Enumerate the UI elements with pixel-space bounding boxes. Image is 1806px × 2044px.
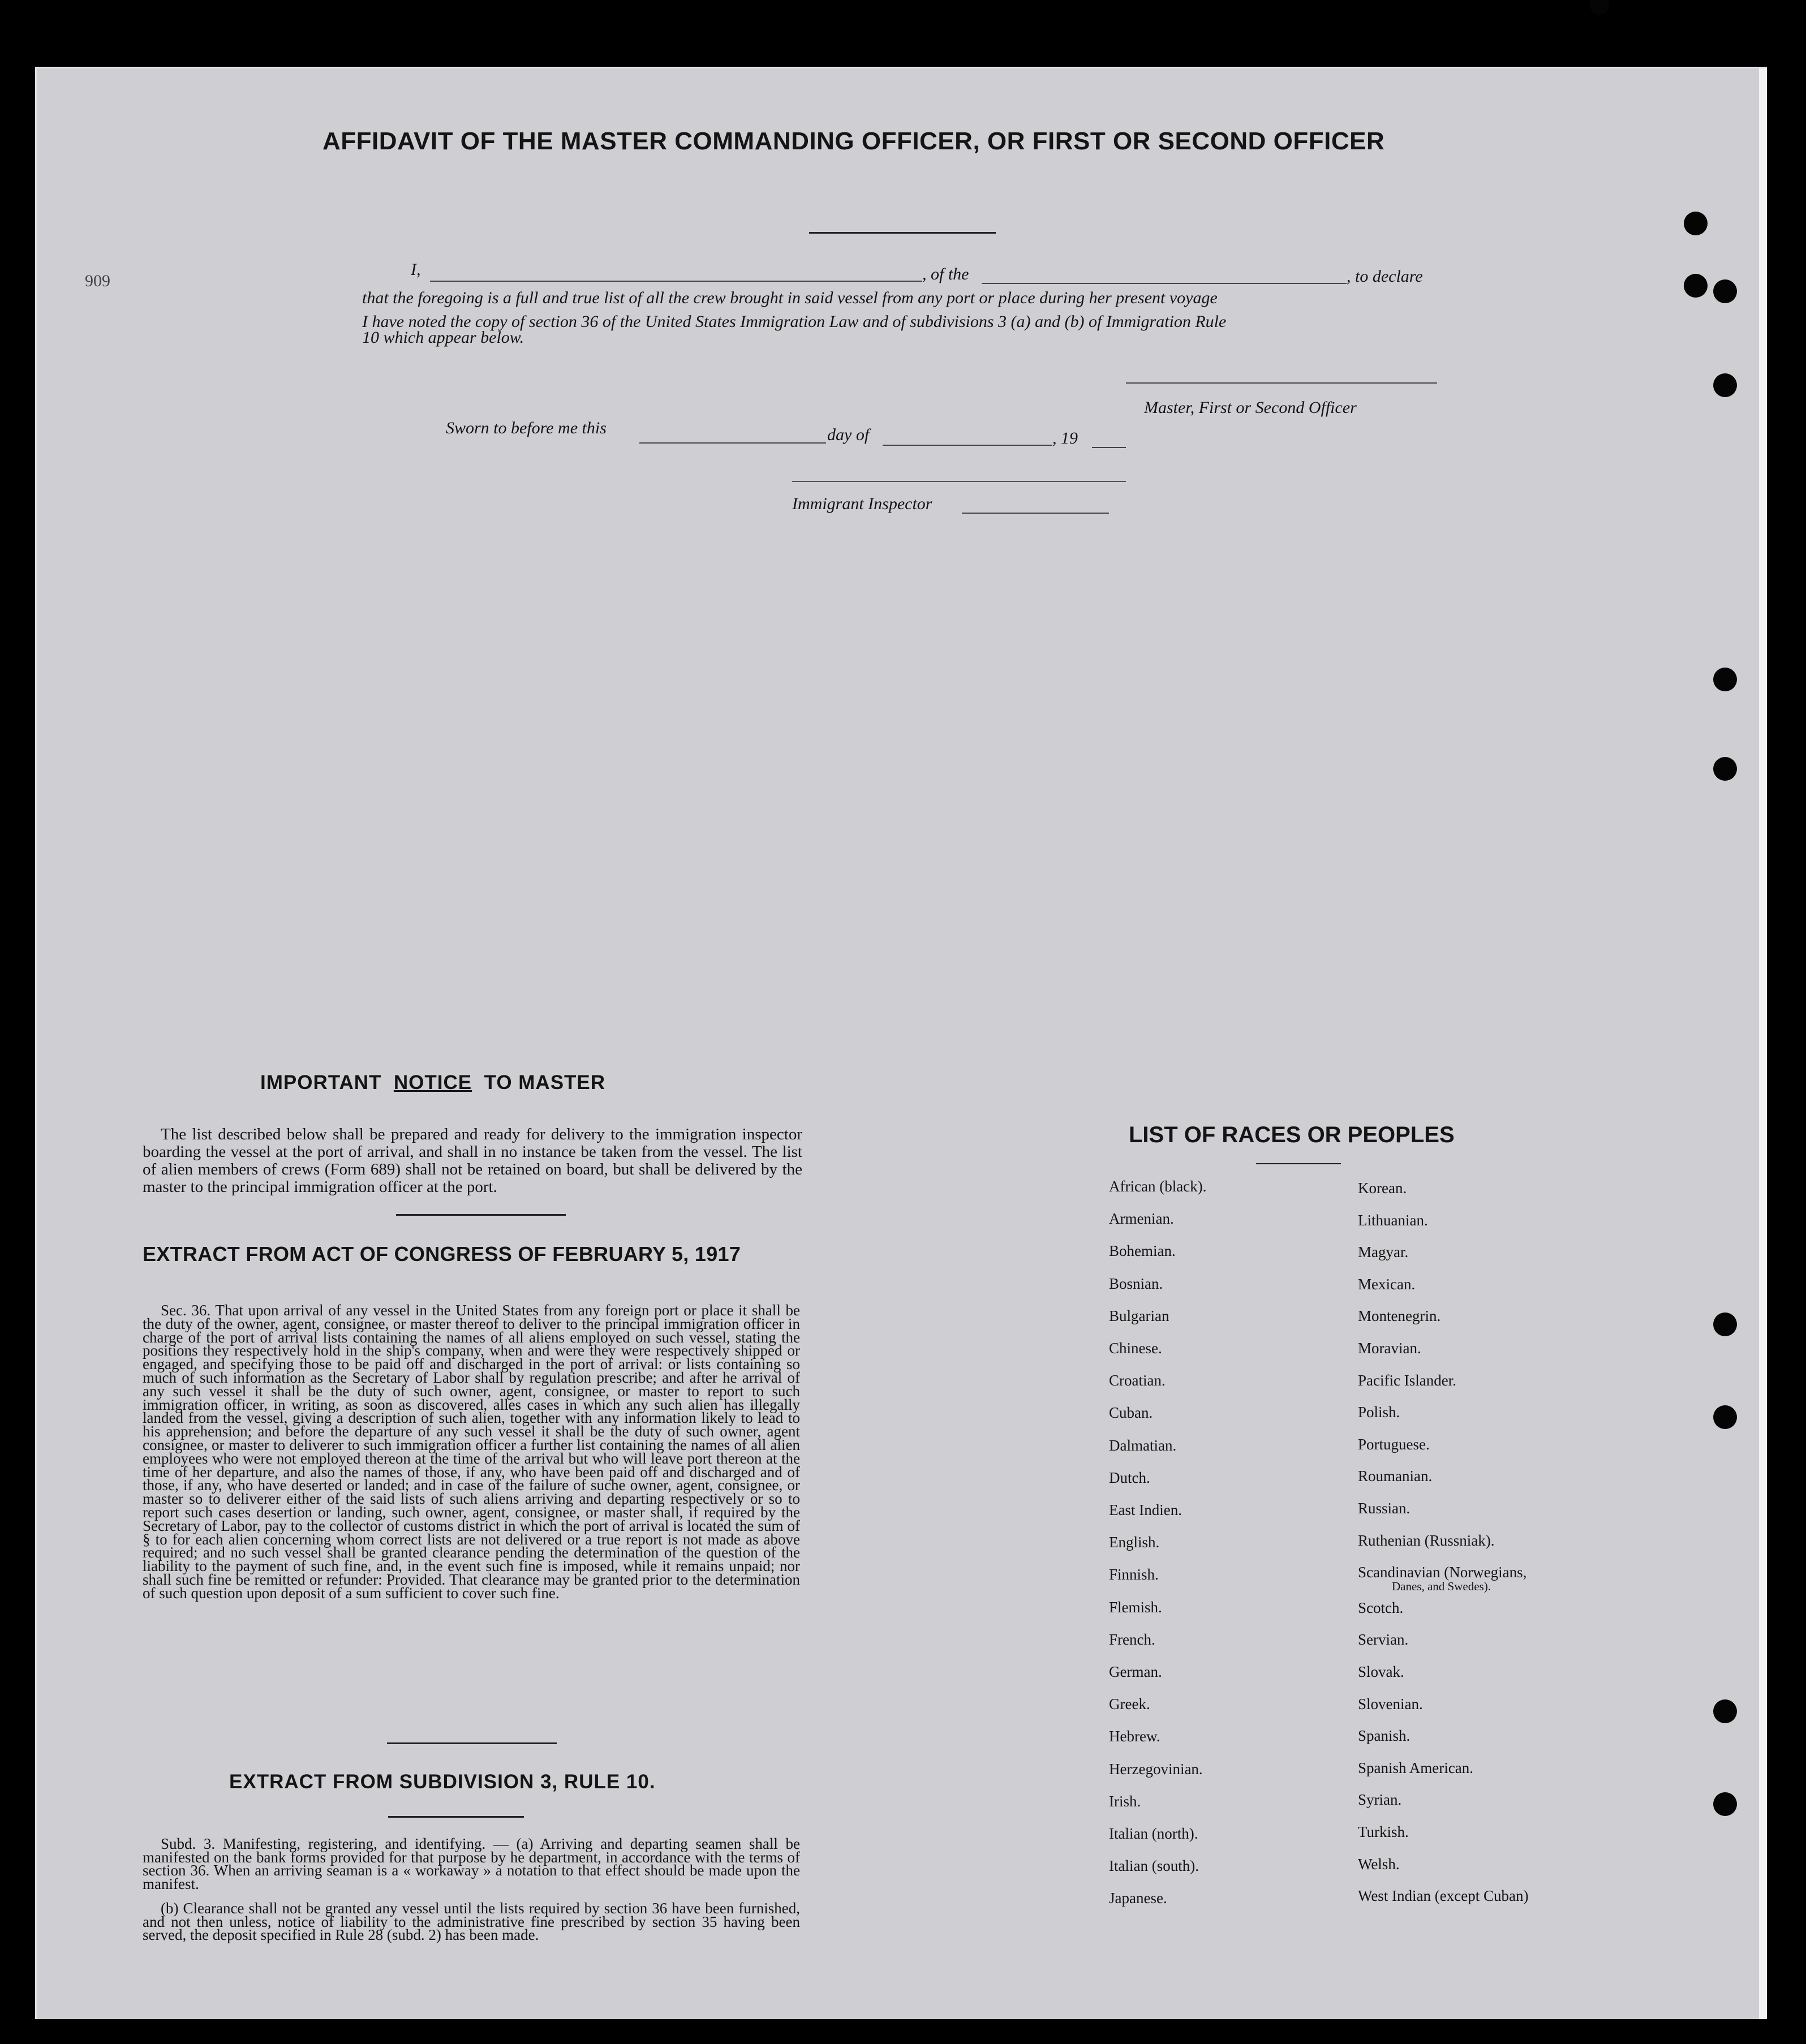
punch-hole <box>1713 1792 1737 1816</box>
race-item: Japanese. <box>1109 1890 1167 1907</box>
race-item: Dalmatian. <box>1109 1436 1177 1454</box>
race-item: English. <box>1109 1534 1160 1551</box>
punch-hole <box>1713 1313 1737 1336</box>
punch-hole <box>1590 0 1609 15</box>
race-item: Irish. <box>1109 1792 1141 1810</box>
race-item: Pacific Islander. <box>1358 1371 1456 1389</box>
notice-title-b: NOTICE <box>393 1072 472 1094</box>
rule-text-b: (b) Clearance shall not be granted any vessel until the lists required by section 36 have been furnished, and not then unless, notice of liability to the administrative fine prescribed by section 35 having been served, the deposit specified in Rule 28 (subd. 2) has been made. <box>143 1900 800 1943</box>
race-item: Magyar. <box>1358 1243 1409 1261</box>
race-item: German. <box>1109 1663 1162 1680</box>
affidavit-of-the: , of the <box>922 265 969 283</box>
race-item: Italian (south). <box>1109 1857 1199 1875</box>
race-item: Dutch. <box>1109 1469 1150 1486</box>
race-item: Bosnian. <box>1109 1275 1163 1292</box>
sworn-year-field[interactable] <box>1092 447 1126 448</box>
race-item: Korean. <box>1358 1180 1407 1197</box>
race-item: Herzegovinian. <box>1109 1760 1203 1778</box>
race-item: Bulgarian <box>1109 1307 1169 1324</box>
inspector-signature-field[interactable] <box>962 513 1109 514</box>
sworn-day-field[interactable] <box>639 442 826 444</box>
race-item: Spanish American. <box>1358 1759 1473 1776</box>
signature-label: Master, First or Second Officer <box>1144 398 1357 417</box>
rule-title: EXTRACT FROM SUBDIVISION 3, RULE 10. <box>229 1771 656 1793</box>
races-title: LIST OF RACES OR PEOPLES <box>1129 1122 1455 1147</box>
divider <box>388 1816 524 1818</box>
affidavit-title: AFFIDAVIT OF THE MASTER COMMANDING OFFICER, OR FIRST OR SECOND OFFICER <box>322 127 1385 155</box>
race-item: Cuban. <box>1109 1404 1153 1422</box>
rule-text-a: Subd. 3. Manifesting, registering, and identifying. — (a) Arriving and departing seamen shall be manifested on the bank forms provided for that purpose by he department, in accordance with the terms of section 36. When an arriving seaman is a « workaway » a notation to that effect should be made upon the manifest. <box>143 1835 800 1892</box>
race-item: Servian. <box>1358 1631 1409 1649</box>
margin-mark: 909 <box>85 272 110 290</box>
notice-title <box>260 1072 605 1094</box>
divider <box>792 481 1126 482</box>
race-item: Scotch. <box>1358 1599 1404 1616</box>
race-item: Portuguese. <box>1358 1435 1430 1453</box>
divider <box>1256 1163 1341 1164</box>
punch-hole <box>1713 1405 1737 1429</box>
race-item: Flemish. <box>1109 1598 1162 1616</box>
notice-text: The list described below shall be prepared and ready for delivery to the immigration inspector boarding the vessel at the port of arrival, and shall in no instance be taken from the vessel. The list of alien members of crews (Form 689) shall not be retained on board, but shall be delivered by the master to the principal immigration officer at the port. <box>143 1125 802 1196</box>
act-title: EXTRACT FROM ACT OF CONGRESS OF FEBRUARY 5, 1917 <box>143 1242 741 1266</box>
punch-hole <box>1713 373 1737 397</box>
inspector-label: Immigrant Inspector <box>792 494 932 513</box>
notice-title-c: TO MASTER <box>484 1072 606 1094</box>
race-item: Welsh. <box>1358 1855 1400 1873</box>
notice-title-a: IMPORTANT <box>260 1072 382 1094</box>
race-item: Ruthenian (Russniak). <box>1358 1531 1495 1549</box>
race-item: Moravian. <box>1358 1340 1421 1357</box>
race-item: Slovenian. <box>1358 1695 1423 1712</box>
affidavit-line-3: I have noted the copy of section 36 of the United States Immigration Law and of subdivisions 3 (a) and (b) of Immigration Rule <box>362 312 1227 331</box>
race-item: Bohemian. <box>1109 1242 1176 1260</box>
divider <box>387 1742 557 1744</box>
punch-hole <box>1684 274 1708 298</box>
sworn-month-field[interactable] <box>883 445 1052 446</box>
race-item: Croatian. <box>1109 1372 1166 1389</box>
race-item: Hebrew. <box>1109 1728 1160 1745</box>
race-item: East Indien. <box>1109 1501 1182 1518</box>
affidavit-line-2: that the foregoing is a full and true list of all the crew brought in said vessel from any port or place during her present voyage <box>362 289 1218 307</box>
race-item: Finnish. <box>1109 1566 1159 1583</box>
race-item: Scandinavian (Norwegians, <box>1358 1564 1527 1581</box>
race-item: French. <box>1109 1630 1155 1648</box>
punch-hole <box>1713 757 1737 781</box>
divider <box>396 1214 566 1216</box>
race-item: Russian. <box>1358 1500 1411 1517</box>
race-item: Turkish. <box>1358 1823 1409 1840</box>
affidavit-to-declare: , to declare <box>1347 267 1423 286</box>
signature-field[interactable] <box>1126 382 1437 384</box>
affidavit-declarant-start: I, <box>411 260 421 279</box>
punch-hole <box>1684 212 1708 235</box>
race-item: Polish. <box>1358 1404 1400 1421</box>
day-of-label: day of <box>827 425 870 444</box>
race-item: Mexican. <box>1358 1275 1416 1293</box>
vessel-name-field[interactable] <box>982 283 1347 284</box>
declarant-name-field[interactable] <box>430 281 922 282</box>
race-item: Italian (north). <box>1109 1825 1198 1842</box>
divider <box>809 232 996 234</box>
race-item: Slovak. <box>1358 1663 1404 1680</box>
document-sheet <box>35 67 1767 2019</box>
race-item: Roumanian. <box>1358 1468 1433 1485</box>
punch-hole <box>1713 279 1737 303</box>
act-text: Sec. 36. That upon arrival of any vessel in the United States from any foreign port or place it shall be the duty of the owner, agent, consignee, or master thereof to deliver to the principal immigration officer in charge of the port of arrival lists containing the names of all aliens employed on such vessel, stating the positions they respectively hold in the ship's company, when and were they were respectively shipped or engaged, and specifying those to be paid off and discharged in the port of arrival: or lists containing so much of such information as the Secretary of Labor shall by regulation prescribe; and after he arrival of any such vessel it shall be the duty of such owner, agent, consignee, or master to report to such immigration officer, in writing, as soon as discovered, alles cases in which any such alien has illegally landed from the vessel, giving a description of such alien, together with any information likely to lead to his apprehension; and before the departure of any such vessel it shall be the duty of such owner, agent consignee, or master to deliverer to such immigration officer a further list containing the names of all alien employees who were not employed thereon at the time of the arrival but who will leave port thereon at the time of her departure, and also the names of those, if any, who have been paid off and discharged and of those, if any, who have deserted or landed; and in case of the failure of suche owner, agent, consignee, or master so to deliverer either of the said lists of such aliens arriving and departing respectively or so to report such cases desertion or landing, such owner, agent, consignee, or master shall, if required by the Secretary of Labor, pay to the collector of customs district in which the port of arrival is located the sum of § to for each alien concerning whom correct lists are not delivered or a true report is not made as above required; and no such vessel shall be granted clearance pending the determination of the question of the liability to the payment of such fine, and, in the event such fine is imposed, while it remains unpaid; nor shall such fine be remitted or refunder: Provided. That clearance may be granted prior to the determination of such question upon deposit of a sum sufficient to cover such fine. <box>143 1302 800 1602</box>
race-item: Chinese. <box>1109 1340 1162 1357</box>
race-item: Montenegrin. <box>1358 1307 1441 1325</box>
race-item: Armenian. <box>1109 1210 1174 1228</box>
race-item: Lithuanian. <box>1358 1211 1428 1229</box>
affidavit-line-4: 10 which appear below. <box>362 328 524 347</box>
year-label: , 19 <box>1052 429 1078 447</box>
race-item: Spanish. <box>1358 1727 1411 1745</box>
race-item: West Indian (except Cuban) <box>1358 1887 1529 1905</box>
race-item: African (black). <box>1109 1178 1207 1195</box>
race-item: Greek. <box>1109 1696 1150 1713</box>
race-item-continuation: Danes, and Swedes). <box>1392 1580 1491 1594</box>
punch-hole <box>1713 668 1737 691</box>
punch-hole <box>1713 1699 1737 1723</box>
race-item: Syrian. <box>1358 1791 1402 1809</box>
sheet-edge <box>1759 68 1767 2019</box>
sworn-label: Sworn to before me this <box>446 419 607 437</box>
